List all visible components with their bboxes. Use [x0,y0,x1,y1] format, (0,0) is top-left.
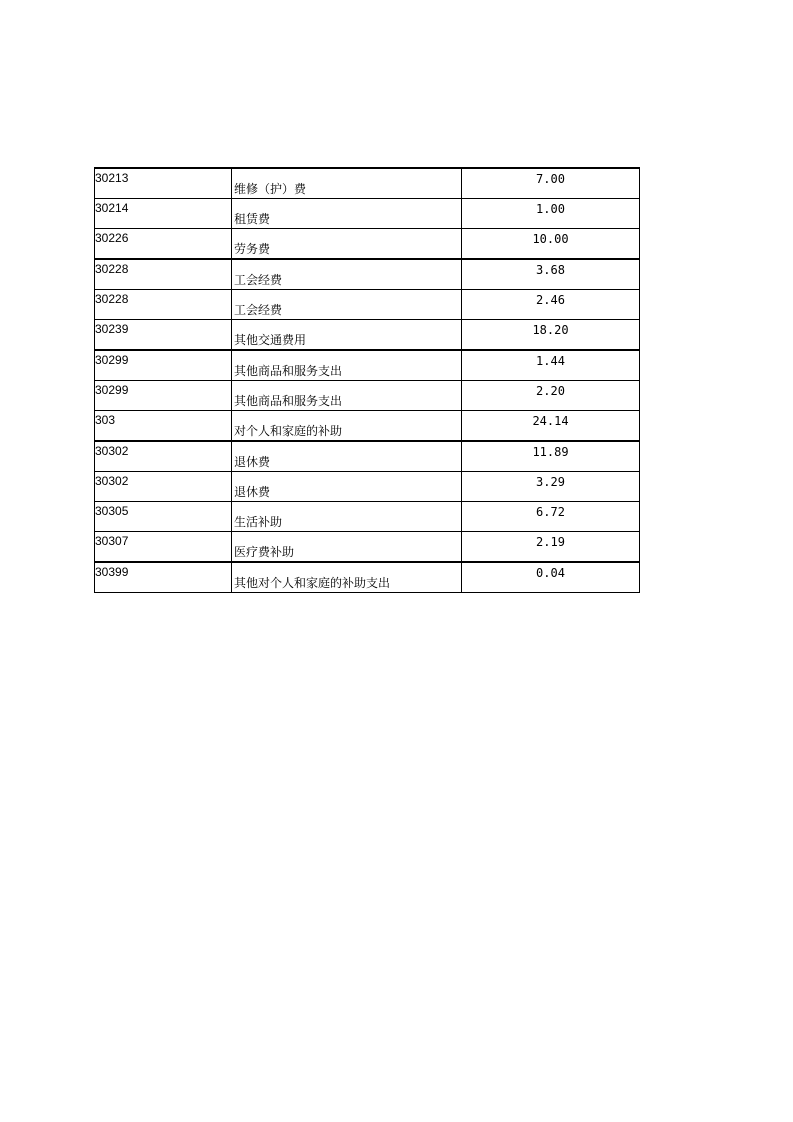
amount-cell: 6.72 [462,502,640,532]
subject-name-cell: 其他商品和服务支出 [232,350,462,381]
expenditure-table [94,167,640,593]
amount-cell: 0.04 [462,562,640,593]
table-row [95,320,640,351]
subject-code-cell: 30228 [95,290,232,320]
amount-cell: 11.89 [462,441,640,472]
table-row [95,472,640,502]
subject-code-cell: 30305 [95,502,232,532]
subject-code-cell: 30214 [95,199,232,229]
table-row [95,229,640,260]
table-row [95,381,640,411]
table-row [95,562,640,593]
subject-name-cell: 退休费 [232,441,462,472]
subject-name-cell: 退休费 [232,472,462,502]
table-row [95,350,640,381]
amount-cell: 1.44 [462,350,640,381]
amount-cell: 10.00 [462,229,640,260]
subject-name-cell: 工会经费 [232,290,462,320]
subject-code-cell: 30399 [95,562,232,593]
table-row [95,199,640,229]
subject-code-cell: 30299 [95,381,232,411]
table-row [95,532,640,563]
amount-cell: 18.20 [462,320,640,351]
amount-cell: 3.68 [462,259,640,290]
table-row [95,411,640,442]
subject-code-cell: 30302 [95,472,232,502]
subject-name-cell: 其他商品和服务支出 [232,381,462,411]
subject-name-cell: 生活补助 [232,502,462,532]
amount-cell: 7.00 [462,168,640,199]
table-row [95,290,640,320]
subject-code-cell: 30226 [95,229,232,260]
subject-code-cell: 303 [95,411,232,442]
subject-name-cell: 工会经费 [232,259,462,290]
table-row [95,259,640,290]
table-row [95,502,640,532]
subject-code-cell: 30239 [95,320,232,351]
amount-cell: 2.19 [462,532,640,563]
subject-name-cell: 对个人和家庭的补助 [232,411,462,442]
amount-cell: 3.29 [462,472,640,502]
subject-name-cell: 医疗费补助 [232,532,462,563]
expenditure-table-body [95,168,640,593]
table-row [95,168,640,199]
subject-code-cell: 30302 [95,441,232,472]
subject-name-cell: 其他交通费用 [232,320,462,351]
table-row [95,441,640,472]
subject-name-cell: 维修（护）费 [232,168,462,199]
amount-cell: 24.14 [462,411,640,442]
subject-name-cell: 租赁费 [232,199,462,229]
subject-code-cell: 30307 [95,532,232,563]
subject-code-cell: 30299 [95,350,232,381]
subject-name-cell: 劳务费 [232,229,462,260]
subject-code-cell: 30228 [95,259,232,290]
amount-cell: 2.46 [462,290,640,320]
amount-cell: 2.20 [462,381,640,411]
subject-name-cell: 其他对个人和家庭的补助支出 [232,562,462,593]
subject-code-cell: 30213 [95,168,232,199]
amount-cell: 1.00 [462,199,640,229]
